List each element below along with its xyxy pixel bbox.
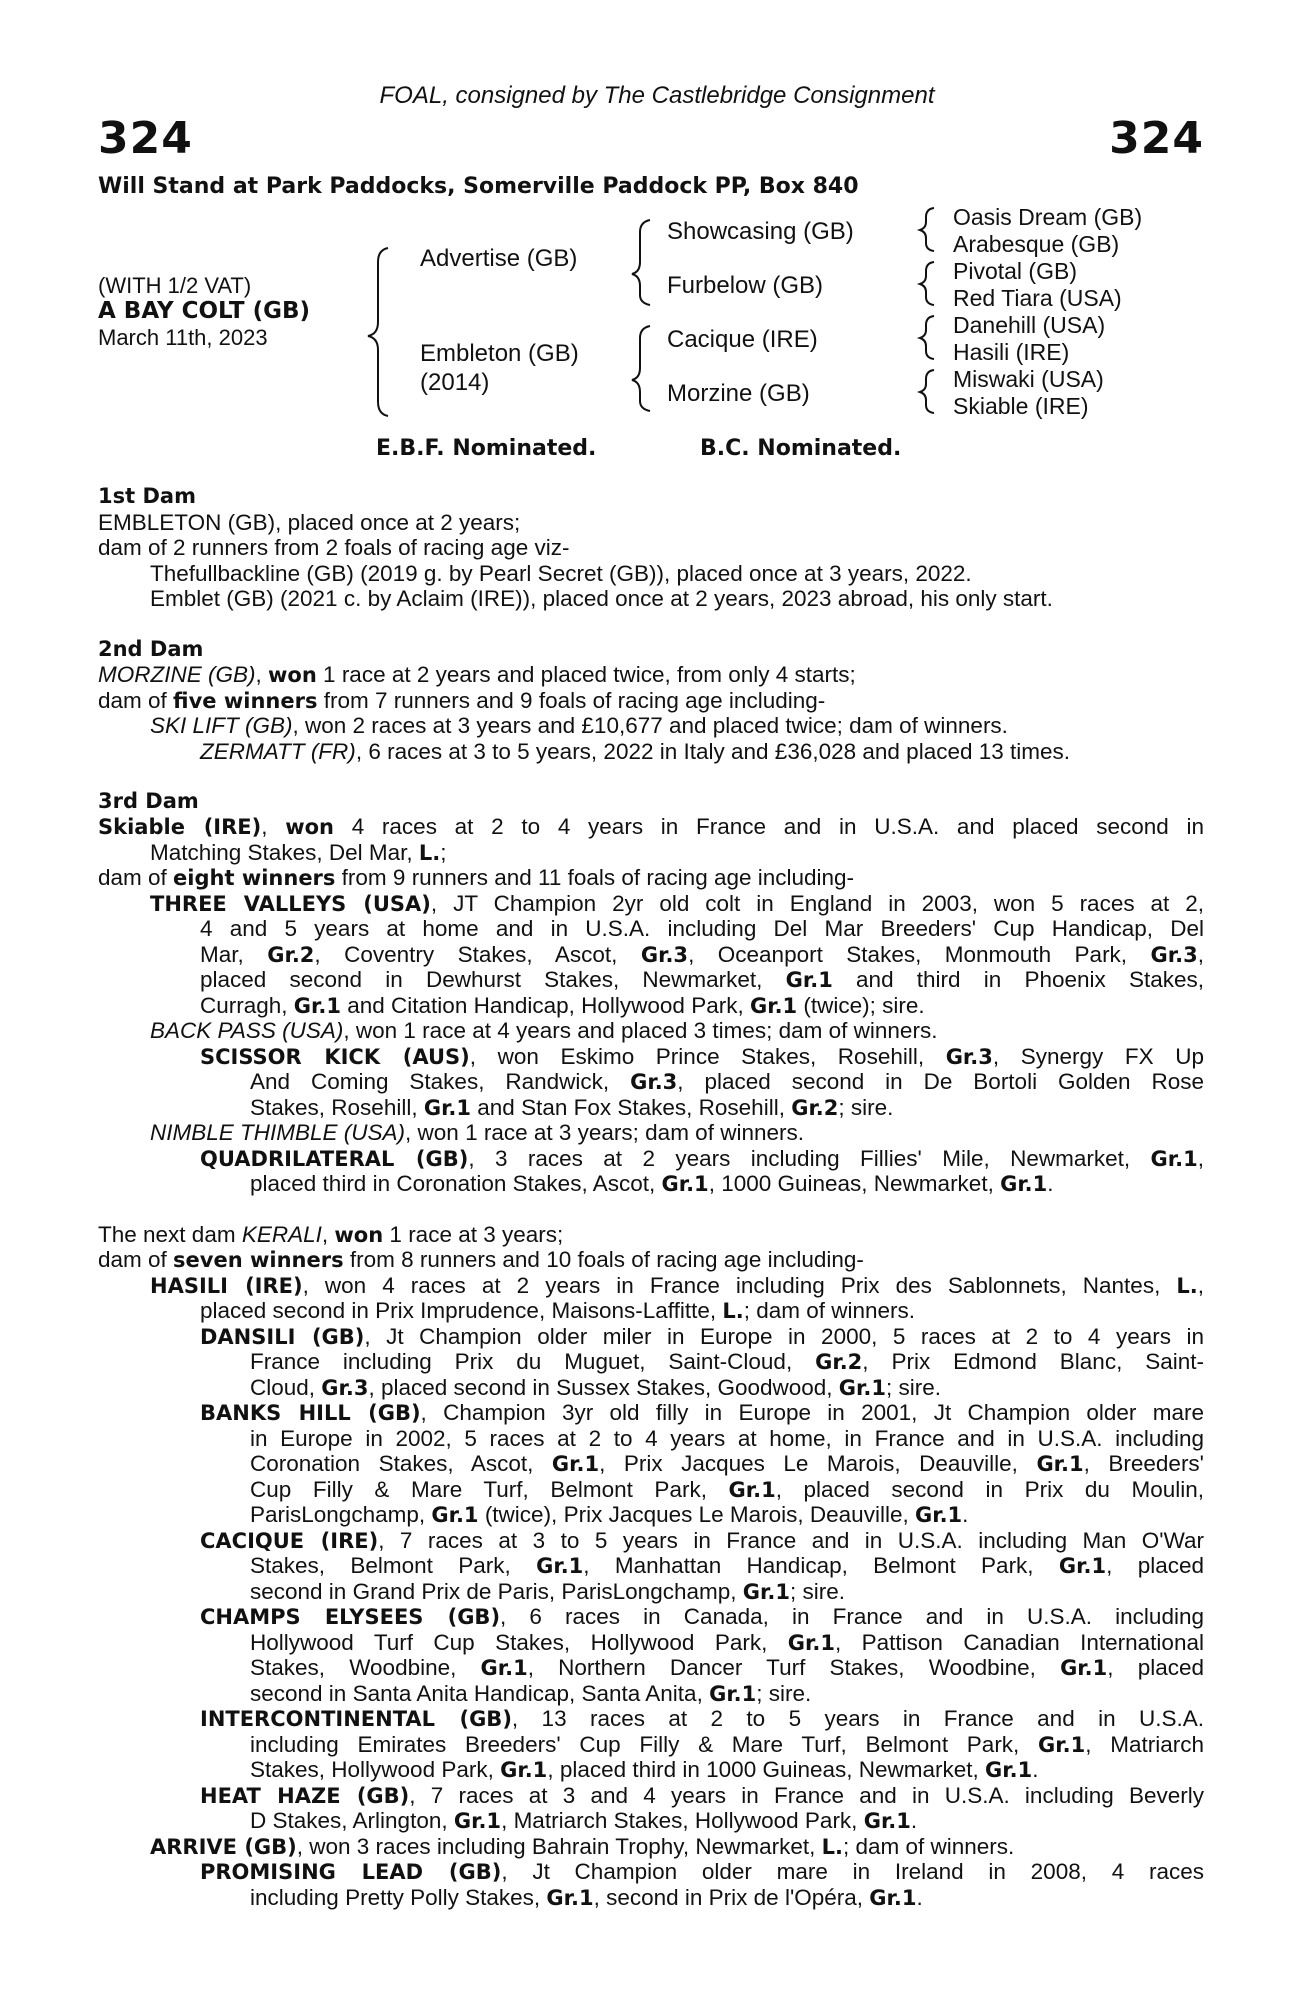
dansili-entry: Cloud, Gr.3, placed second in Sussex Stakes, Goodwood, Gr.1; sire. — [250, 1375, 941, 1400]
sire-name: Advertise (GB) — [420, 245, 578, 272]
cacique-entry: Stakes, Belmont Park, Gr.1, Manhattan Handicap, Belmont Park, Gr.1, placed — [250, 1553, 1204, 1578]
gen3-name: Miswaki (USA) — [953, 366, 1104, 392]
third-dam-heading: 3rd Dam — [98, 789, 199, 813]
brace-furbelow — [920, 262, 934, 305]
first-dam-line: EMBLETON (GB), placed once at 2 years; — [98, 510, 521, 535]
promising-lead-entry: including Pretty Polly Stakes, Gr.1, second in Prix de l'Opéra, Gr.1. — [250, 1885, 923, 1910]
three-valleys-entry: 4 and 5 years at home and in U.S.A. including Del Mar Breeders' Cup Handicap, Del — [200, 916, 1204, 941]
dam-sire-name: Cacique (IRE) — [667, 326, 818, 353]
next-dam-line: dam of seven winners from 8 runners and 10 foals of racing age including- — [98, 1247, 864, 1272]
gen3-name: Danehill (USA) — [953, 312, 1106, 338]
gen3-name: Skiable (IRE) — [953, 393, 1089, 419]
heat-haze-entry: HEAT HAZE (GB), 7 races at 3 and 4 years in France and in U.S.A. including Beverly — [200, 1783, 1204, 1808]
third-dam-line: Skiable (IRE), won 4 races at 2 to 4 years in France and in U.S.A. and placed second in — [98, 814, 1204, 839]
brace-main — [368, 248, 388, 416]
stand-location: Will Stand at Park Paddocks, Somerville Paddock PP, Box 840 — [98, 174, 859, 199]
banks-hill-entry: BANKS HILL (GB), Champion 3yr old filly in Europe in 2001, Jt Champion older mare — [200, 1400, 1204, 1425]
second-dam-foal: ZERMATT (FR), 6 races at 3 to 5 years, 2022 in Italy and £36,028 and placed 13 times. — [200, 739, 1071, 764]
champs-elysees-entry: Stakes, Woodbine, Gr.1, Northern Dancer Turf Stakes, Woodbine, Gr.1, placed — [250, 1655, 1204, 1680]
champs-elysees-entry: second in Santa Anita Handicap, Santa Anita, Gr.1; sire. — [250, 1681, 812, 1706]
gen3-name: Hasili (IRE) — [953, 339, 1070, 365]
hasili-entry: HASILI (IRE), won 4 races at 2 years in France including Prix des Sablonnets, Nantes, L., — [150, 1273, 1204, 1298]
nimble-thimble-entry: NIMBLE THIMBLE (USA), won 1 race at 3 years; dam of winners. — [150, 1120, 804, 1145]
brace-dam — [632, 326, 650, 411]
scissor-kick-entry: Stakes, Rosehill, Gr.1 and Stan Fox Stakes, Rosehill, Gr.2; sire. — [250, 1095, 894, 1120]
gen3-name: Arabesque (GB) — [953, 231, 1120, 257]
cacique-entry: CACIQUE (IRE), 7 races at 3 to 5 years in France and in U.S.A. including Man O'War — [200, 1528, 1204, 1553]
gen3-name: Pivotal (GB) — [953, 258, 1077, 284]
three-valleys-entry: Mar, Gr.2, Coventry Stakes, Ascot, Gr.3, Oceanport Stakes, Monmouth Park, Gr.3, — [200, 942, 1204, 967]
champs-elysees-entry: CHAMPS ELYSEES (GB), 6 races in Canada, in France and in U.S.A. including — [200, 1604, 1204, 1629]
banks-hill-entry: in Europe in 2002, 5 races at 2 to 4 years at home, in France and in U.S.A. including — [250, 1426, 1204, 1451]
three-valleys-entry: Curragh, Gr.1 and Citation Handicap, Hollywood Park, Gr.1 (twice); sire. — [200, 993, 925, 1018]
intercontinental-entry: Stakes, Hollywood Park, Gr.1, placed third in 1000 Guineas, Newmarket, Gr.1. — [250, 1757, 1039, 1782]
intercontinental-entry: INTERCONTINENTAL (GB), 13 races at 2 to 5 years in France and in U.S.A. — [200, 1706, 1205, 1731]
dansili-entry: France including Prix du Muguet, Saint-Cloud, Gr.2, Prix Edmond Blanc, Saint- — [250, 1349, 1204, 1374]
quadrilateral-entry: placed third in Coronation Stakes, Ascot, Gr.1, 1000 Guineas, Newmarket, Gr.1. — [250, 1171, 1054, 1196]
gen3-name: Oasis Dream (GB) — [953, 204, 1143, 230]
arrive-entry: ARRIVE (GB), won 3 races including Bahrain Trophy, Newmarket, L.; dam of winners. — [150, 1834, 1015, 1859]
consignment-line: FOAL, consigned by The Castlebridge Consignment — [379, 82, 935, 109]
dam-dam-name: Morzine (GB) — [667, 380, 810, 407]
intercontinental-entry: including Emirates Breeders' Cup Filly & Mare Turf, Belmont Park, Gr.1, Matriarch — [250, 1732, 1204, 1757]
brace-sire — [632, 220, 650, 305]
banks-hill-entry: Coronation Stakes, Ascot, Gr.1, Prix Jacques Le Marois, Deauville, Gr.1, Breeders' — [250, 1451, 1204, 1476]
three-valleys-entry: THREE VALLEYS (USA), JT Champion 2yr old colt in England in 2003, won 5 races at 2, — [150, 891, 1204, 916]
brace-morzine — [920, 370, 934, 413]
brace-cacique — [920, 316, 934, 359]
brace-showcasing — [920, 208, 934, 251]
second-dam-heading: 2nd Dam — [98, 637, 204, 661]
hasili-entry: placed second in Prix Imprudence, Maisons-Laffitte, L.; dam of winners. — [200, 1298, 916, 1323]
bc-nomination: B.C. Nominated. — [700, 436, 902, 461]
quadrilateral-entry: QUADRILATERAL (GB), 3 races at 2 years including Fillies' Mile, Newmarket, Gr.1, — [200, 1146, 1204, 1171]
banks-hill-entry: ParisLongchamp, Gr.1 (twice), Prix Jacques Le Marois, Deauville, Gr.1. — [250, 1502, 969, 1527]
cacique-entry: second in Grand Prix de Paris, ParisLongchamp, Gr.1; sire. — [250, 1579, 845, 1604]
next-dam-line: The next dam KERALI, won 1 race at 3 years; — [98, 1222, 564, 1247]
foaling-date: March 11th, 2023 — [98, 325, 268, 350]
scissor-kick-entry: And Coming Stakes, Randwick, Gr.3, placed second in De Bortoli Golden Rose — [250, 1069, 1204, 1094]
scissor-kick-entry: SCISSOR KICK (AUS), won Eskimo Prince Stakes, Rosehill, Gr.3, Synergy FX Up — [200, 1044, 1204, 1069]
first-dam-foal: Thefullbackline (GB) (2019 g. by Pearl Secret (GB)), placed once at 3 years, 2022. — [150, 561, 972, 586]
ebf-nomination: E.B.F. Nominated. — [376, 436, 597, 461]
three-valleys-entry: placed second in Dewhurst Stakes, Newmarket, Gr.1 and third in Phoenix Stakes, — [200, 967, 1204, 992]
sire-sire-name: Showcasing (GB) — [667, 218, 854, 245]
first-dam-line: dam of 2 runners from 2 foals of racing age viz- — [98, 535, 570, 560]
horse-name: A BAY COLT (GB) — [98, 298, 311, 324]
third-dam-line: dam of eight winners from 9 runners and 11 foals of racing age including- — [98, 865, 855, 890]
third-dam-line: Matching Stakes, Del Mar, L.; — [150, 840, 447, 865]
dam-name: Embleton (GB) — [420, 340, 579, 367]
dansili-entry: DANSILI (GB), Jt Champion older miler in Europe in 2000, 5 races at 2 to 4 years in — [200, 1324, 1204, 1349]
champs-elysees-entry: Hollywood Turf Cup Stakes, Hollywood Park, Gr.1, Pattison Canadian International — [250, 1630, 1204, 1655]
lot-number-left: 324 — [98, 113, 193, 164]
first-dam-heading: 1st Dam — [98, 484, 196, 508]
back-pass-entry: BACK PASS (USA), won 1 race at 4 years and placed 3 times; dam of winners. — [150, 1018, 938, 1043]
sire-dam-name: Furbelow (GB) — [667, 272, 824, 299]
dam-year: (2014) — [420, 369, 490, 396]
second-dam-line: MORZINE (GB), won 1 race at 2 years and placed twice, from only 4 starts; — [98, 662, 856, 687]
banks-hill-entry: Cup Filly & Mare Turf, Belmont Park, Gr.1, placed second in Prix du Moulin, — [250, 1477, 1204, 1502]
lot-number-right: 324 — [1109, 113, 1204, 164]
heat-haze-entry: D Stakes, Arlington, Gr.1, Matriarch Stakes, Hollywood Park, Gr.1. — [250, 1808, 918, 1833]
promising-lead-entry: PROMISING LEAD (GB), Jt Champion older mare in Ireland in 2008, 4 races — [200, 1859, 1204, 1884]
gen3-name: Red Tiara (USA) — [953, 285, 1122, 311]
second-dam-line: dam of five winners from 7 runners and 9 foals of racing age including- — [98, 688, 826, 713]
vat-note: (WITH 1/2 VAT) — [98, 273, 252, 298]
second-dam-foal: SKI LIFT (GB), won 2 races at 3 years and £10,677 and placed twice; dam of winners. — [150, 713, 1008, 738]
first-dam-foal: Emblet (GB) (2021 c. by Aclaim (IRE)), placed once at 2 years, 2023 abroad, his only start. — [150, 586, 1053, 611]
